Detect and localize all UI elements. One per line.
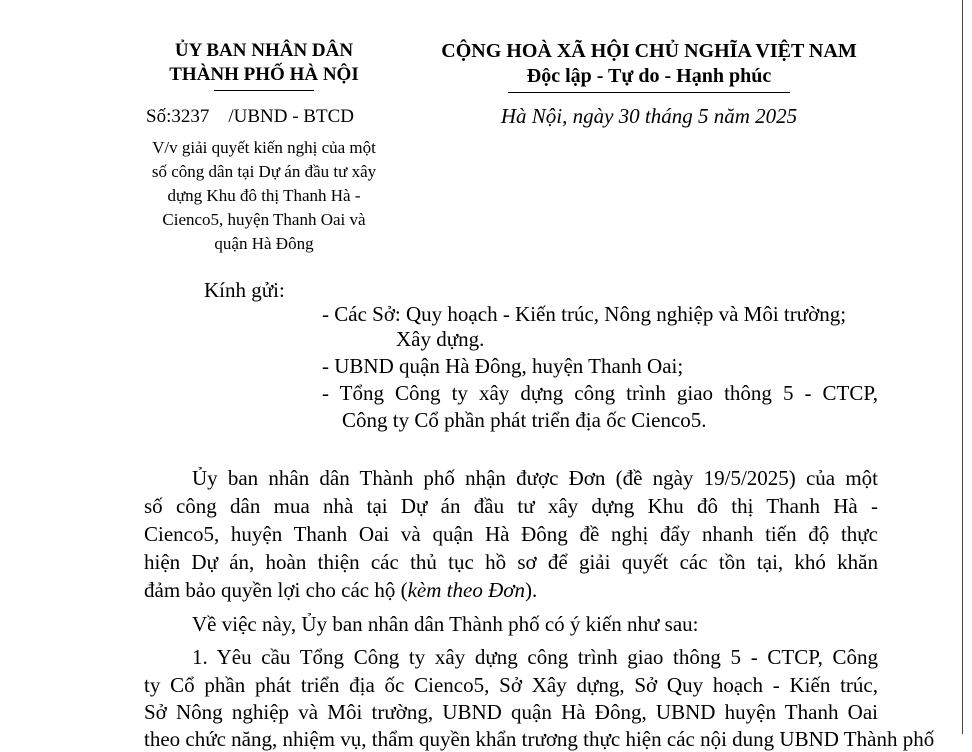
body-paragraph-line: hiện Dự án, hoàn thiện các thủ tục hồ sơ để giải quyết các tồn tại, khó khăn — [144, 550, 878, 574]
national-title: CỘNG HOÀ XÃ HỘI CHỦ NGHĨA VIỆT NAM — [441, 40, 857, 62]
body-paragraph-line: Ủy ban nhân dân Thành phố nhận được Đơn (đề ngày 19/5/2025) của một — [192, 466, 878, 490]
recipient-line: - UBND quận Hà Đông, huyện Thanh Oai; — [322, 354, 684, 378]
doc-number-prefix: Số: — [146, 106, 172, 127]
doc-number-suffix: /UBND - BTCD — [228, 106, 354, 127]
p1-attachment-note: kèm theo Đơn — [407, 578, 525, 602]
recipient-line: Công ty Cổ phần phát triển địa ốc Cienco5. — [342, 408, 707, 432]
document-date — [418, 104, 880, 129]
subject-line: dựng Khu đô thị Thanh Hà - — [167, 186, 361, 205]
recipient-line: Xây dựng. — [396, 327, 485, 351]
date-month: 5 — [698, 104, 709, 128]
page-edge — [962, 0, 963, 734]
subject-line: V/v giải quyết kiến nghị của một — [152, 138, 376, 157]
motto-underline — [508, 92, 790, 93]
recipient-line: - Tổng Công ty xây dựng công trình giao thông 5 - CTCP, — [322, 381, 878, 405]
date-year: năm 2025 — [708, 104, 798, 128]
agency-underline — [214, 90, 314, 91]
doc-number-value: 3237 — [171, 106, 210, 127]
body-paragraph-line: Về việc này, Ủy ban nhân dân Thành phố có ý kiến như sau: — [192, 612, 699, 636]
body-paragraph-line: theo chức năng, nhiệm vụ, thẩm quyền khẩn trương thực hiện các nội dung UBND Thành phố — [144, 727, 935, 751]
body-paragraph-line: Cienco5, huyện Thanh Oai và quận Hà Đông đề nghị đẩy nhanh tiến độ thực — [144, 522, 878, 546]
recipients-label: Kính gửi: — [204, 278, 285, 302]
subject-line: quận Hà Đông — [214, 234, 314, 253]
body-paragraph-line: 1. Yêu cầu Tổng Công ty xây dựng công trình giao thông 5 - CTCP, Công — [192, 645, 878, 669]
agency-name-line1: ỦY BAN NHÂN DÂN — [174, 40, 354, 61]
p1-last-text: đảm bảo quyền lợi cho các hộ ( — [144, 578, 408, 602]
date-day: 30 — [618, 104, 640, 128]
document-number — [146, 106, 354, 128]
body-paragraph-line: số công dân mua nhà tại Dự án đầu tư xây dựng Khu đô thị Thanh Hà - — [144, 494, 878, 518]
national-motto: Độc lập - Tự do - Hạnh phúc — [526, 65, 772, 87]
subject-line: Cienco5, huyện Thanh Oai và — [162, 210, 366, 229]
date-prefix: Hà Nội, ngày — [500, 104, 619, 128]
p1-last-suffix: ). — [524, 578, 538, 602]
subject-block — [116, 136, 412, 256]
subject-line: số công dân tại Dự án đầu tư xây — [151, 162, 377, 181]
agency-name-line2: THÀNH PHỐ HÀ NỘI — [169, 64, 359, 85]
recipient-line: - Các Sở: Quy hoạch - Kiến trúc, Nông nghiệp và Môi trường; — [322, 302, 847, 326]
date-month-label: tháng — [639, 104, 698, 128]
body-paragraph-line: ty Cổ phần phát triển địa ốc Cienco5, Sở Xây dựng, Sở Quy hoạch - Kiến trúc, — [144, 673, 878, 697]
body-paragraph-line — [144, 578, 537, 603]
body-paragraph-line: Sở Nông nghiệp và Môi trường, UBND quận Hà Đông, UBND huyện Thanh Oai — [144, 700, 878, 724]
